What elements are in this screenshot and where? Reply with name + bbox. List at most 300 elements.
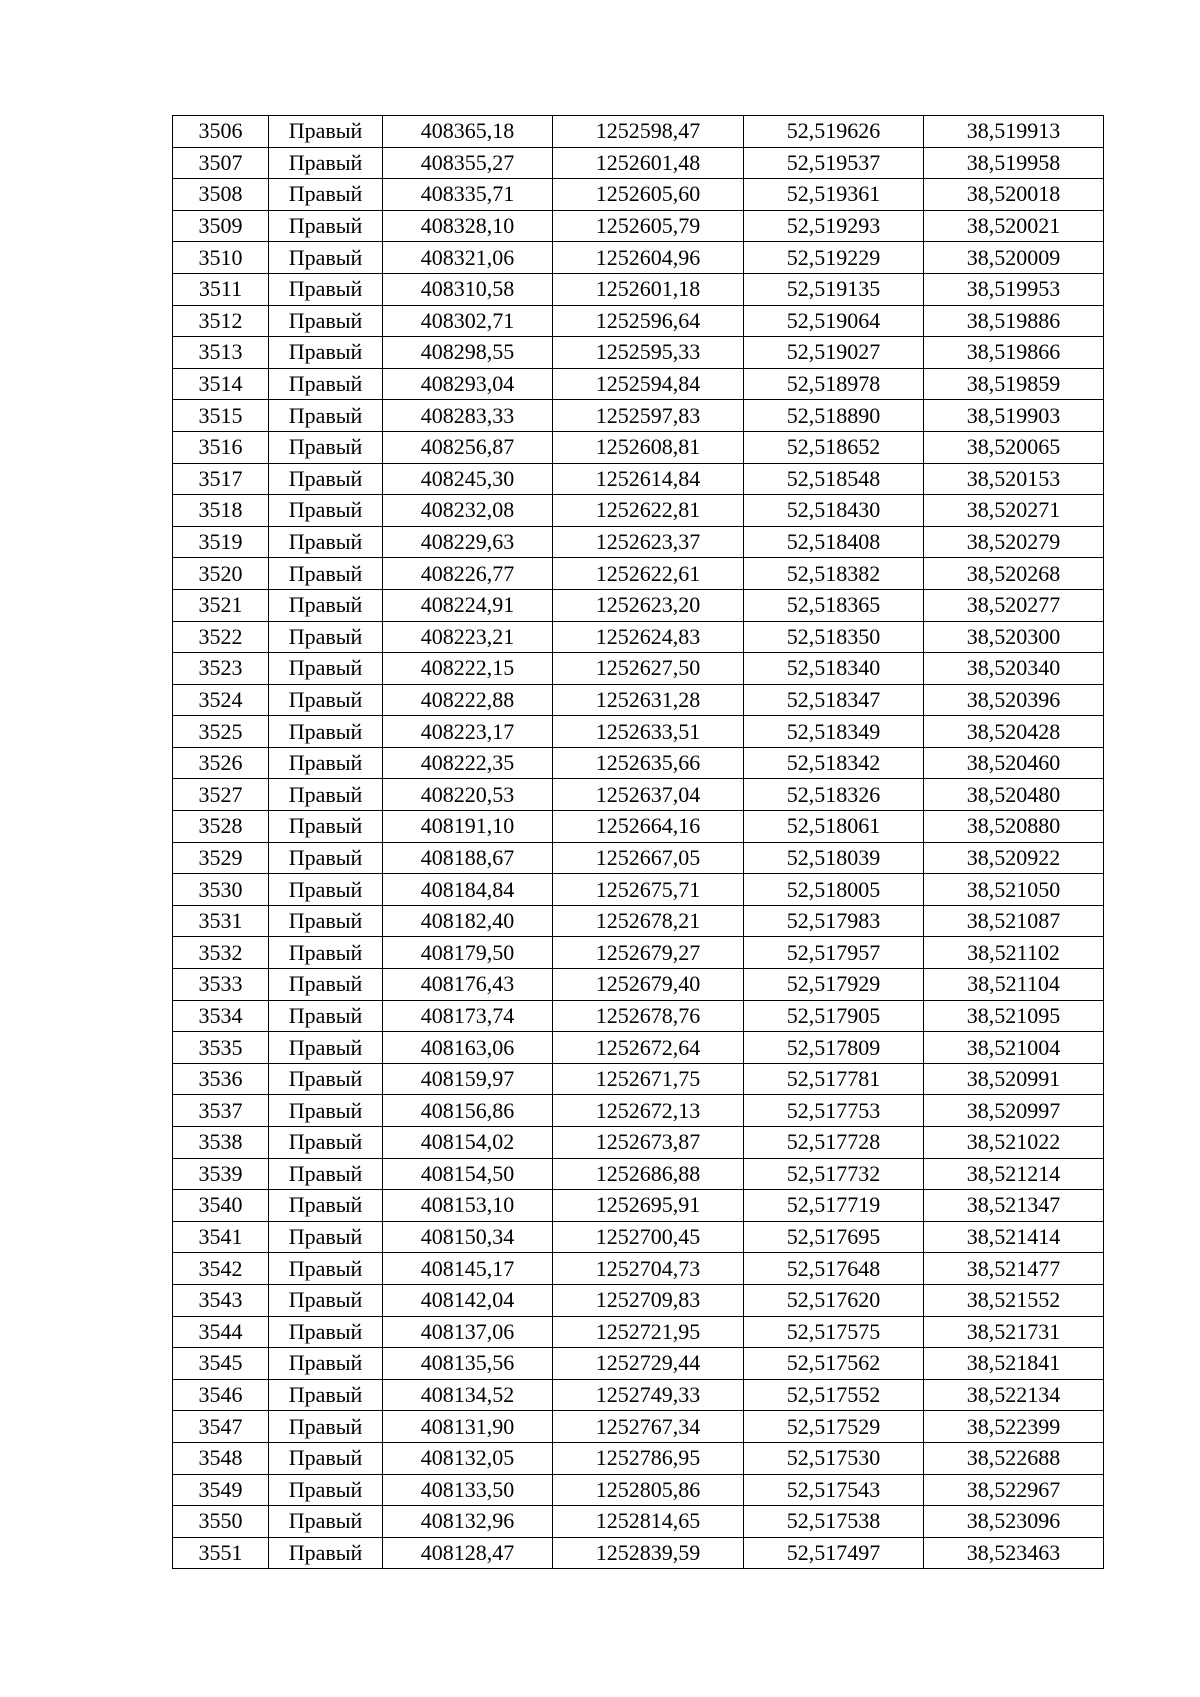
side-cell: Правый xyxy=(269,1284,383,1316)
longitude-cell: 38,520480 xyxy=(924,779,1104,811)
point-number-cell: 3524 xyxy=(173,684,269,716)
point-number-cell: 3511 xyxy=(173,273,269,305)
x-coordinate-cell: 408137,06 xyxy=(383,1316,553,1348)
side-cell: Правый xyxy=(269,621,383,653)
latitude-cell: 52,517575 xyxy=(744,1316,924,1348)
side-cell: Правый xyxy=(269,463,383,495)
longitude-cell: 38,520428 xyxy=(924,716,1104,748)
y-coordinate-cell: 1252729,44 xyxy=(553,1348,744,1380)
point-number-cell: 3523 xyxy=(173,653,269,685)
y-coordinate-cell: 1252623,37 xyxy=(553,526,744,558)
latitude-cell: 52,517543 xyxy=(744,1474,924,1506)
table-row xyxy=(173,1474,1104,1506)
x-coordinate-cell: 408142,04 xyxy=(383,1284,553,1316)
table-row xyxy=(173,1221,1104,1253)
longitude-cell: 38,520880 xyxy=(924,811,1104,843)
latitude-cell: 52,518347 xyxy=(744,684,924,716)
x-coordinate-cell: 408302,71 xyxy=(383,305,553,337)
point-number-cell: 3507 xyxy=(173,147,269,179)
side-cell: Правый xyxy=(269,1253,383,1285)
table-row xyxy=(173,463,1104,495)
side-cell: Правый xyxy=(269,905,383,937)
longitude-cell: 38,521414 xyxy=(924,1221,1104,1253)
point-number-cell: 3525 xyxy=(173,716,269,748)
longitude-cell: 38,519903 xyxy=(924,400,1104,432)
point-number-cell: 3535 xyxy=(173,1032,269,1064)
y-coordinate-cell: 1252672,13 xyxy=(553,1095,744,1127)
point-number-cell: 3547 xyxy=(173,1411,269,1443)
longitude-cell: 38,522967 xyxy=(924,1474,1104,1506)
latitude-cell: 52,518382 xyxy=(744,558,924,590)
latitude-cell: 52,517929 xyxy=(744,969,924,1001)
side-cell: Правый xyxy=(269,1316,383,1348)
longitude-cell: 38,521095 xyxy=(924,1000,1104,1032)
table-row xyxy=(173,811,1104,843)
point-number-cell: 3510 xyxy=(173,242,269,274)
longitude-cell: 38,521552 xyxy=(924,1284,1104,1316)
x-coordinate-cell: 408188,67 xyxy=(383,842,553,874)
point-number-cell: 3520 xyxy=(173,558,269,590)
table-row xyxy=(173,684,1104,716)
x-coordinate-cell: 408298,55 xyxy=(383,337,553,369)
table-row xyxy=(173,305,1104,337)
table-row xyxy=(173,969,1104,1001)
latitude-cell: 52,517781 xyxy=(744,1063,924,1095)
point-number-cell: 3533 xyxy=(173,969,269,1001)
y-coordinate-cell: 1252786,95 xyxy=(553,1442,744,1474)
side-cell: Правый xyxy=(269,1127,383,1159)
point-number-cell: 3513 xyxy=(173,337,269,369)
side-cell: Правый xyxy=(269,242,383,274)
longitude-cell: 38,521102 xyxy=(924,937,1104,969)
side-cell: Правый xyxy=(269,1411,383,1443)
table-row xyxy=(173,1190,1104,1222)
point-number-cell: 3550 xyxy=(173,1506,269,1538)
point-number-cell: 3538 xyxy=(173,1127,269,1159)
side-cell: Правый xyxy=(269,1474,383,1506)
y-coordinate-cell: 1252700,45 xyxy=(553,1221,744,1253)
side-cell: Правый xyxy=(269,874,383,906)
latitude-cell: 52,518548 xyxy=(744,463,924,495)
longitude-cell: 38,521841 xyxy=(924,1348,1104,1380)
latitude-cell: 52,518340 xyxy=(744,653,924,685)
side-cell: Правый xyxy=(269,589,383,621)
table-row xyxy=(173,337,1104,369)
table-row xyxy=(173,1316,1104,1348)
latitude-cell: 52,517529 xyxy=(744,1411,924,1443)
point-number-cell: 3519 xyxy=(173,526,269,558)
x-coordinate-cell: 408128,47 xyxy=(383,1537,553,1569)
longitude-cell: 38,520279 xyxy=(924,526,1104,558)
table-row xyxy=(173,747,1104,779)
table-row xyxy=(173,779,1104,811)
table-row xyxy=(173,495,1104,527)
y-coordinate-cell: 1252805,86 xyxy=(553,1474,744,1506)
latitude-cell: 52,518978 xyxy=(744,368,924,400)
longitude-cell: 38,519866 xyxy=(924,337,1104,369)
side-cell: Правый xyxy=(269,779,383,811)
point-number-cell: 3548 xyxy=(173,1442,269,1474)
side-cell: Правый xyxy=(269,1442,383,1474)
longitude-cell: 38,520922 xyxy=(924,842,1104,874)
point-number-cell: 3541 xyxy=(173,1221,269,1253)
side-cell: Правый xyxy=(269,1221,383,1253)
y-coordinate-cell: 1252709,83 xyxy=(553,1284,744,1316)
x-coordinate-cell: 408131,90 xyxy=(383,1411,553,1443)
point-number-cell: 3518 xyxy=(173,495,269,527)
latitude-cell: 52,518430 xyxy=(744,495,924,527)
side-cell: Правый xyxy=(269,937,383,969)
longitude-cell: 38,520991 xyxy=(924,1063,1104,1095)
x-coordinate-cell: 408163,06 xyxy=(383,1032,553,1064)
longitude-cell: 38,522688 xyxy=(924,1442,1104,1474)
x-coordinate-cell: 408321,06 xyxy=(383,242,553,274)
table-row xyxy=(173,1032,1104,1064)
y-coordinate-cell: 1252678,76 xyxy=(553,1000,744,1032)
side-cell: Правый xyxy=(269,1095,383,1127)
latitude-cell: 52,518039 xyxy=(744,842,924,874)
y-coordinate-cell: 1252627,50 xyxy=(553,653,744,685)
y-coordinate-cell: 1252678,21 xyxy=(553,905,744,937)
table-row xyxy=(173,210,1104,242)
longitude-cell: 38,521004 xyxy=(924,1032,1104,1064)
side-cell: Правый xyxy=(269,811,383,843)
table-row xyxy=(173,242,1104,274)
x-coordinate-cell: 408223,21 xyxy=(383,621,553,653)
side-cell: Правый xyxy=(269,1537,383,1569)
x-coordinate-cell: 408355,27 xyxy=(383,147,553,179)
point-number-cell: 3531 xyxy=(173,905,269,937)
coordinates-table-body xyxy=(173,116,1104,1569)
point-number-cell: 3543 xyxy=(173,1284,269,1316)
point-number-cell: 3530 xyxy=(173,874,269,906)
y-coordinate-cell: 1252814,65 xyxy=(553,1506,744,1538)
side-cell: Правый xyxy=(269,1379,383,1411)
side-cell: Правый xyxy=(269,431,383,463)
longitude-cell: 38,520460 xyxy=(924,747,1104,779)
table-row xyxy=(173,1063,1104,1095)
y-coordinate-cell: 1252601,48 xyxy=(553,147,744,179)
latitude-cell: 52,517719 xyxy=(744,1190,924,1222)
latitude-cell: 52,519626 xyxy=(744,116,924,148)
x-coordinate-cell: 408135,56 xyxy=(383,1348,553,1380)
y-coordinate-cell: 1252664,16 xyxy=(553,811,744,843)
side-cell: Правый xyxy=(269,495,383,527)
y-coordinate-cell: 1252633,51 xyxy=(553,716,744,748)
side-cell: Правый xyxy=(269,716,383,748)
longitude-cell: 38,521104 xyxy=(924,969,1104,1001)
x-coordinate-cell: 408245,30 xyxy=(383,463,553,495)
x-coordinate-cell: 408283,33 xyxy=(383,400,553,432)
longitude-cell: 38,520277 xyxy=(924,589,1104,621)
y-coordinate-cell: 1252635,66 xyxy=(553,747,744,779)
side-cell: Правый xyxy=(269,747,383,779)
x-coordinate-cell: 408223,17 xyxy=(383,716,553,748)
side-cell: Правый xyxy=(269,1190,383,1222)
latitude-cell: 52,518408 xyxy=(744,526,924,558)
table-row xyxy=(173,400,1104,432)
point-number-cell: 3551 xyxy=(173,1537,269,1569)
y-coordinate-cell: 1252597,83 xyxy=(553,400,744,432)
side-cell: Правый xyxy=(269,1063,383,1095)
side-cell: Правый xyxy=(269,653,383,685)
table-row xyxy=(173,589,1104,621)
longitude-cell: 38,519913 xyxy=(924,116,1104,148)
latitude-cell: 52,517695 xyxy=(744,1221,924,1253)
y-coordinate-cell: 1252672,64 xyxy=(553,1032,744,1064)
y-coordinate-cell: 1252605,79 xyxy=(553,210,744,242)
x-coordinate-cell: 408310,58 xyxy=(383,273,553,305)
side-cell: Правый xyxy=(269,1158,383,1190)
longitude-cell: 38,521214 xyxy=(924,1158,1104,1190)
side-cell: Правый xyxy=(269,558,383,590)
latitude-cell: 52,519135 xyxy=(744,273,924,305)
x-coordinate-cell: 408365,18 xyxy=(383,116,553,148)
longitude-cell: 38,520396 xyxy=(924,684,1104,716)
point-number-cell: 3545 xyxy=(173,1348,269,1380)
side-cell: Правый xyxy=(269,1032,383,1064)
point-number-cell: 3542 xyxy=(173,1253,269,1285)
table-row xyxy=(173,1379,1104,1411)
point-number-cell: 3509 xyxy=(173,210,269,242)
longitude-cell: 38,520065 xyxy=(924,431,1104,463)
x-coordinate-cell: 408154,50 xyxy=(383,1158,553,1190)
longitude-cell: 38,519958 xyxy=(924,147,1104,179)
side-cell: Правый xyxy=(269,179,383,211)
x-coordinate-cell: 408293,04 xyxy=(383,368,553,400)
side-cell: Правый xyxy=(269,1000,383,1032)
longitude-cell: 38,520300 xyxy=(924,621,1104,653)
point-number-cell: 3512 xyxy=(173,305,269,337)
side-cell: Правый xyxy=(269,842,383,874)
side-cell: Правый xyxy=(269,147,383,179)
latitude-cell: 52,519027 xyxy=(744,337,924,369)
table-row xyxy=(173,147,1104,179)
latitude-cell: 52,517753 xyxy=(744,1095,924,1127)
y-coordinate-cell: 1252614,84 xyxy=(553,463,744,495)
table-row xyxy=(173,1411,1104,1443)
x-coordinate-cell: 408182,40 xyxy=(383,905,553,937)
point-number-cell: 3521 xyxy=(173,589,269,621)
point-number-cell: 3515 xyxy=(173,400,269,432)
latitude-cell: 52,517905 xyxy=(744,1000,924,1032)
point-number-cell: 3526 xyxy=(173,747,269,779)
latitude-cell: 52,519064 xyxy=(744,305,924,337)
longitude-cell: 38,521087 xyxy=(924,905,1104,937)
table-row xyxy=(173,621,1104,653)
y-coordinate-cell: 1252601,18 xyxy=(553,273,744,305)
y-coordinate-cell: 1252721,95 xyxy=(553,1316,744,1348)
longitude-cell: 38,520018 xyxy=(924,179,1104,211)
latitude-cell: 52,518342 xyxy=(744,747,924,779)
side-cell: Правый xyxy=(269,1506,383,1538)
y-coordinate-cell: 1252608,81 xyxy=(553,431,744,463)
longitude-cell: 38,519859 xyxy=(924,368,1104,400)
longitude-cell: 38,523463 xyxy=(924,1537,1104,1569)
table-row xyxy=(173,653,1104,685)
point-number-cell: 3549 xyxy=(173,1474,269,1506)
x-coordinate-cell: 408220,53 xyxy=(383,779,553,811)
longitude-cell: 38,520997 xyxy=(924,1095,1104,1127)
point-number-cell: 3534 xyxy=(173,1000,269,1032)
latitude-cell: 52,519293 xyxy=(744,210,924,242)
latitude-cell: 52,517648 xyxy=(744,1253,924,1285)
latitude-cell: 52,517497 xyxy=(744,1537,924,1569)
latitude-cell: 52,518061 xyxy=(744,811,924,843)
x-coordinate-cell: 408132,05 xyxy=(383,1442,553,1474)
y-coordinate-cell: 1252671,75 xyxy=(553,1063,744,1095)
y-coordinate-cell: 1252704,73 xyxy=(553,1253,744,1285)
latitude-cell: 52,517562 xyxy=(744,1348,924,1380)
table-row xyxy=(173,874,1104,906)
x-coordinate-cell: 408232,08 xyxy=(383,495,553,527)
table-row xyxy=(173,558,1104,590)
point-number-cell: 3537 xyxy=(173,1095,269,1127)
latitude-cell: 52,518365 xyxy=(744,589,924,621)
table-row xyxy=(173,116,1104,148)
latitude-cell: 52,518005 xyxy=(744,874,924,906)
x-coordinate-cell: 408222,35 xyxy=(383,747,553,779)
longitude-cell: 38,521050 xyxy=(924,874,1104,906)
x-coordinate-cell: 408256,87 xyxy=(383,431,553,463)
x-coordinate-cell: 408156,86 xyxy=(383,1095,553,1127)
x-coordinate-cell: 408159,97 xyxy=(383,1063,553,1095)
latitude-cell: 52,519537 xyxy=(744,147,924,179)
table-row xyxy=(173,431,1104,463)
y-coordinate-cell: 1252675,71 xyxy=(553,874,744,906)
longitude-cell: 38,519886 xyxy=(924,305,1104,337)
y-coordinate-cell: 1252598,47 xyxy=(553,116,744,148)
y-coordinate-cell: 1252622,81 xyxy=(553,495,744,527)
y-coordinate-cell: 1252604,96 xyxy=(553,242,744,274)
x-coordinate-cell: 408150,34 xyxy=(383,1221,553,1253)
table-row xyxy=(173,1284,1104,1316)
latitude-cell: 52,518350 xyxy=(744,621,924,653)
x-coordinate-cell: 408184,84 xyxy=(383,874,553,906)
table-row xyxy=(173,842,1104,874)
table-row xyxy=(173,1442,1104,1474)
latitude-cell: 52,517620 xyxy=(744,1284,924,1316)
latitude-cell: 52,517728 xyxy=(744,1127,924,1159)
y-coordinate-cell: 1252605,60 xyxy=(553,179,744,211)
longitude-cell: 38,520268 xyxy=(924,558,1104,590)
latitude-cell: 52,519361 xyxy=(744,179,924,211)
latitude-cell: 52,517957 xyxy=(744,937,924,969)
x-coordinate-cell: 408133,50 xyxy=(383,1474,553,1506)
side-cell: Правый xyxy=(269,305,383,337)
coordinates-table xyxy=(172,115,1104,1569)
x-coordinate-cell: 408176,43 xyxy=(383,969,553,1001)
x-coordinate-cell: 408132,96 xyxy=(383,1506,553,1538)
y-coordinate-cell: 1252695,91 xyxy=(553,1190,744,1222)
y-coordinate-cell: 1252667,05 xyxy=(553,842,744,874)
x-coordinate-cell: 408179,50 xyxy=(383,937,553,969)
side-cell: Правый xyxy=(269,337,383,369)
table-row xyxy=(173,526,1104,558)
table-row xyxy=(173,368,1104,400)
point-number-cell: 3544 xyxy=(173,1316,269,1348)
y-coordinate-cell: 1252596,64 xyxy=(553,305,744,337)
side-cell: Правый xyxy=(269,684,383,716)
latitude-cell: 52,519229 xyxy=(744,242,924,274)
table-row xyxy=(173,1127,1104,1159)
latitude-cell: 52,517552 xyxy=(744,1379,924,1411)
point-number-cell: 3536 xyxy=(173,1063,269,1095)
side-cell: Правый xyxy=(269,526,383,558)
longitude-cell: 38,520021 xyxy=(924,210,1104,242)
longitude-cell: 38,522134 xyxy=(924,1379,1104,1411)
latitude-cell: 52,518349 xyxy=(744,716,924,748)
x-coordinate-cell: 408224,91 xyxy=(383,589,553,621)
side-cell: Правый xyxy=(269,368,383,400)
point-number-cell: 3540 xyxy=(173,1190,269,1222)
table-row xyxy=(173,1506,1104,1538)
longitude-cell: 38,519953 xyxy=(924,273,1104,305)
longitude-cell: 38,523096 xyxy=(924,1506,1104,1538)
y-coordinate-cell: 1252637,04 xyxy=(553,779,744,811)
longitude-cell: 38,520271 xyxy=(924,495,1104,527)
longitude-cell: 38,520340 xyxy=(924,653,1104,685)
point-number-cell: 3532 xyxy=(173,937,269,969)
x-coordinate-cell: 408173,74 xyxy=(383,1000,553,1032)
latitude-cell: 52,518890 xyxy=(744,400,924,432)
longitude-cell: 38,521477 xyxy=(924,1253,1104,1285)
y-coordinate-cell: 1252624,83 xyxy=(553,621,744,653)
latitude-cell: 52,518652 xyxy=(744,431,924,463)
latitude-cell: 52,517809 xyxy=(744,1032,924,1064)
table-row xyxy=(173,1537,1104,1569)
x-coordinate-cell: 408145,17 xyxy=(383,1253,553,1285)
x-coordinate-cell: 408335,71 xyxy=(383,179,553,211)
table-row xyxy=(173,273,1104,305)
table-row xyxy=(173,1158,1104,1190)
y-coordinate-cell: 1252679,27 xyxy=(553,937,744,969)
side-cell: Правый xyxy=(269,210,383,242)
longitude-cell: 38,522399 xyxy=(924,1411,1104,1443)
side-cell: Правый xyxy=(269,273,383,305)
x-coordinate-cell: 408134,52 xyxy=(383,1379,553,1411)
x-coordinate-cell: 408226,77 xyxy=(383,558,553,590)
x-coordinate-cell: 408222,15 xyxy=(383,653,553,685)
latitude-cell: 52,517538 xyxy=(744,1506,924,1538)
x-coordinate-cell: 408153,10 xyxy=(383,1190,553,1222)
y-coordinate-cell: 1252673,87 xyxy=(553,1127,744,1159)
point-number-cell: 3522 xyxy=(173,621,269,653)
point-number-cell: 3546 xyxy=(173,1379,269,1411)
table-row xyxy=(173,179,1104,211)
y-coordinate-cell: 1252595,33 xyxy=(553,337,744,369)
point-number-cell: 3527 xyxy=(173,779,269,811)
point-number-cell: 3539 xyxy=(173,1158,269,1190)
table-row xyxy=(173,937,1104,969)
longitude-cell: 38,520153 xyxy=(924,463,1104,495)
x-coordinate-cell: 408154,02 xyxy=(383,1127,553,1159)
side-cell: Правый xyxy=(269,969,383,1001)
point-number-cell: 3528 xyxy=(173,811,269,843)
table-row xyxy=(173,1253,1104,1285)
longitude-cell: 38,521731 xyxy=(924,1316,1104,1348)
y-coordinate-cell: 1252767,34 xyxy=(553,1411,744,1443)
longitude-cell: 38,521022 xyxy=(924,1127,1104,1159)
y-coordinate-cell: 1252679,40 xyxy=(553,969,744,1001)
side-cell: Правый xyxy=(269,116,383,148)
side-cell: Правый xyxy=(269,400,383,432)
point-number-cell: 3506 xyxy=(173,116,269,148)
y-coordinate-cell: 1252631,28 xyxy=(553,684,744,716)
y-coordinate-cell: 1252622,61 xyxy=(553,558,744,590)
point-number-cell: 3516 xyxy=(173,431,269,463)
point-number-cell: 3517 xyxy=(173,463,269,495)
